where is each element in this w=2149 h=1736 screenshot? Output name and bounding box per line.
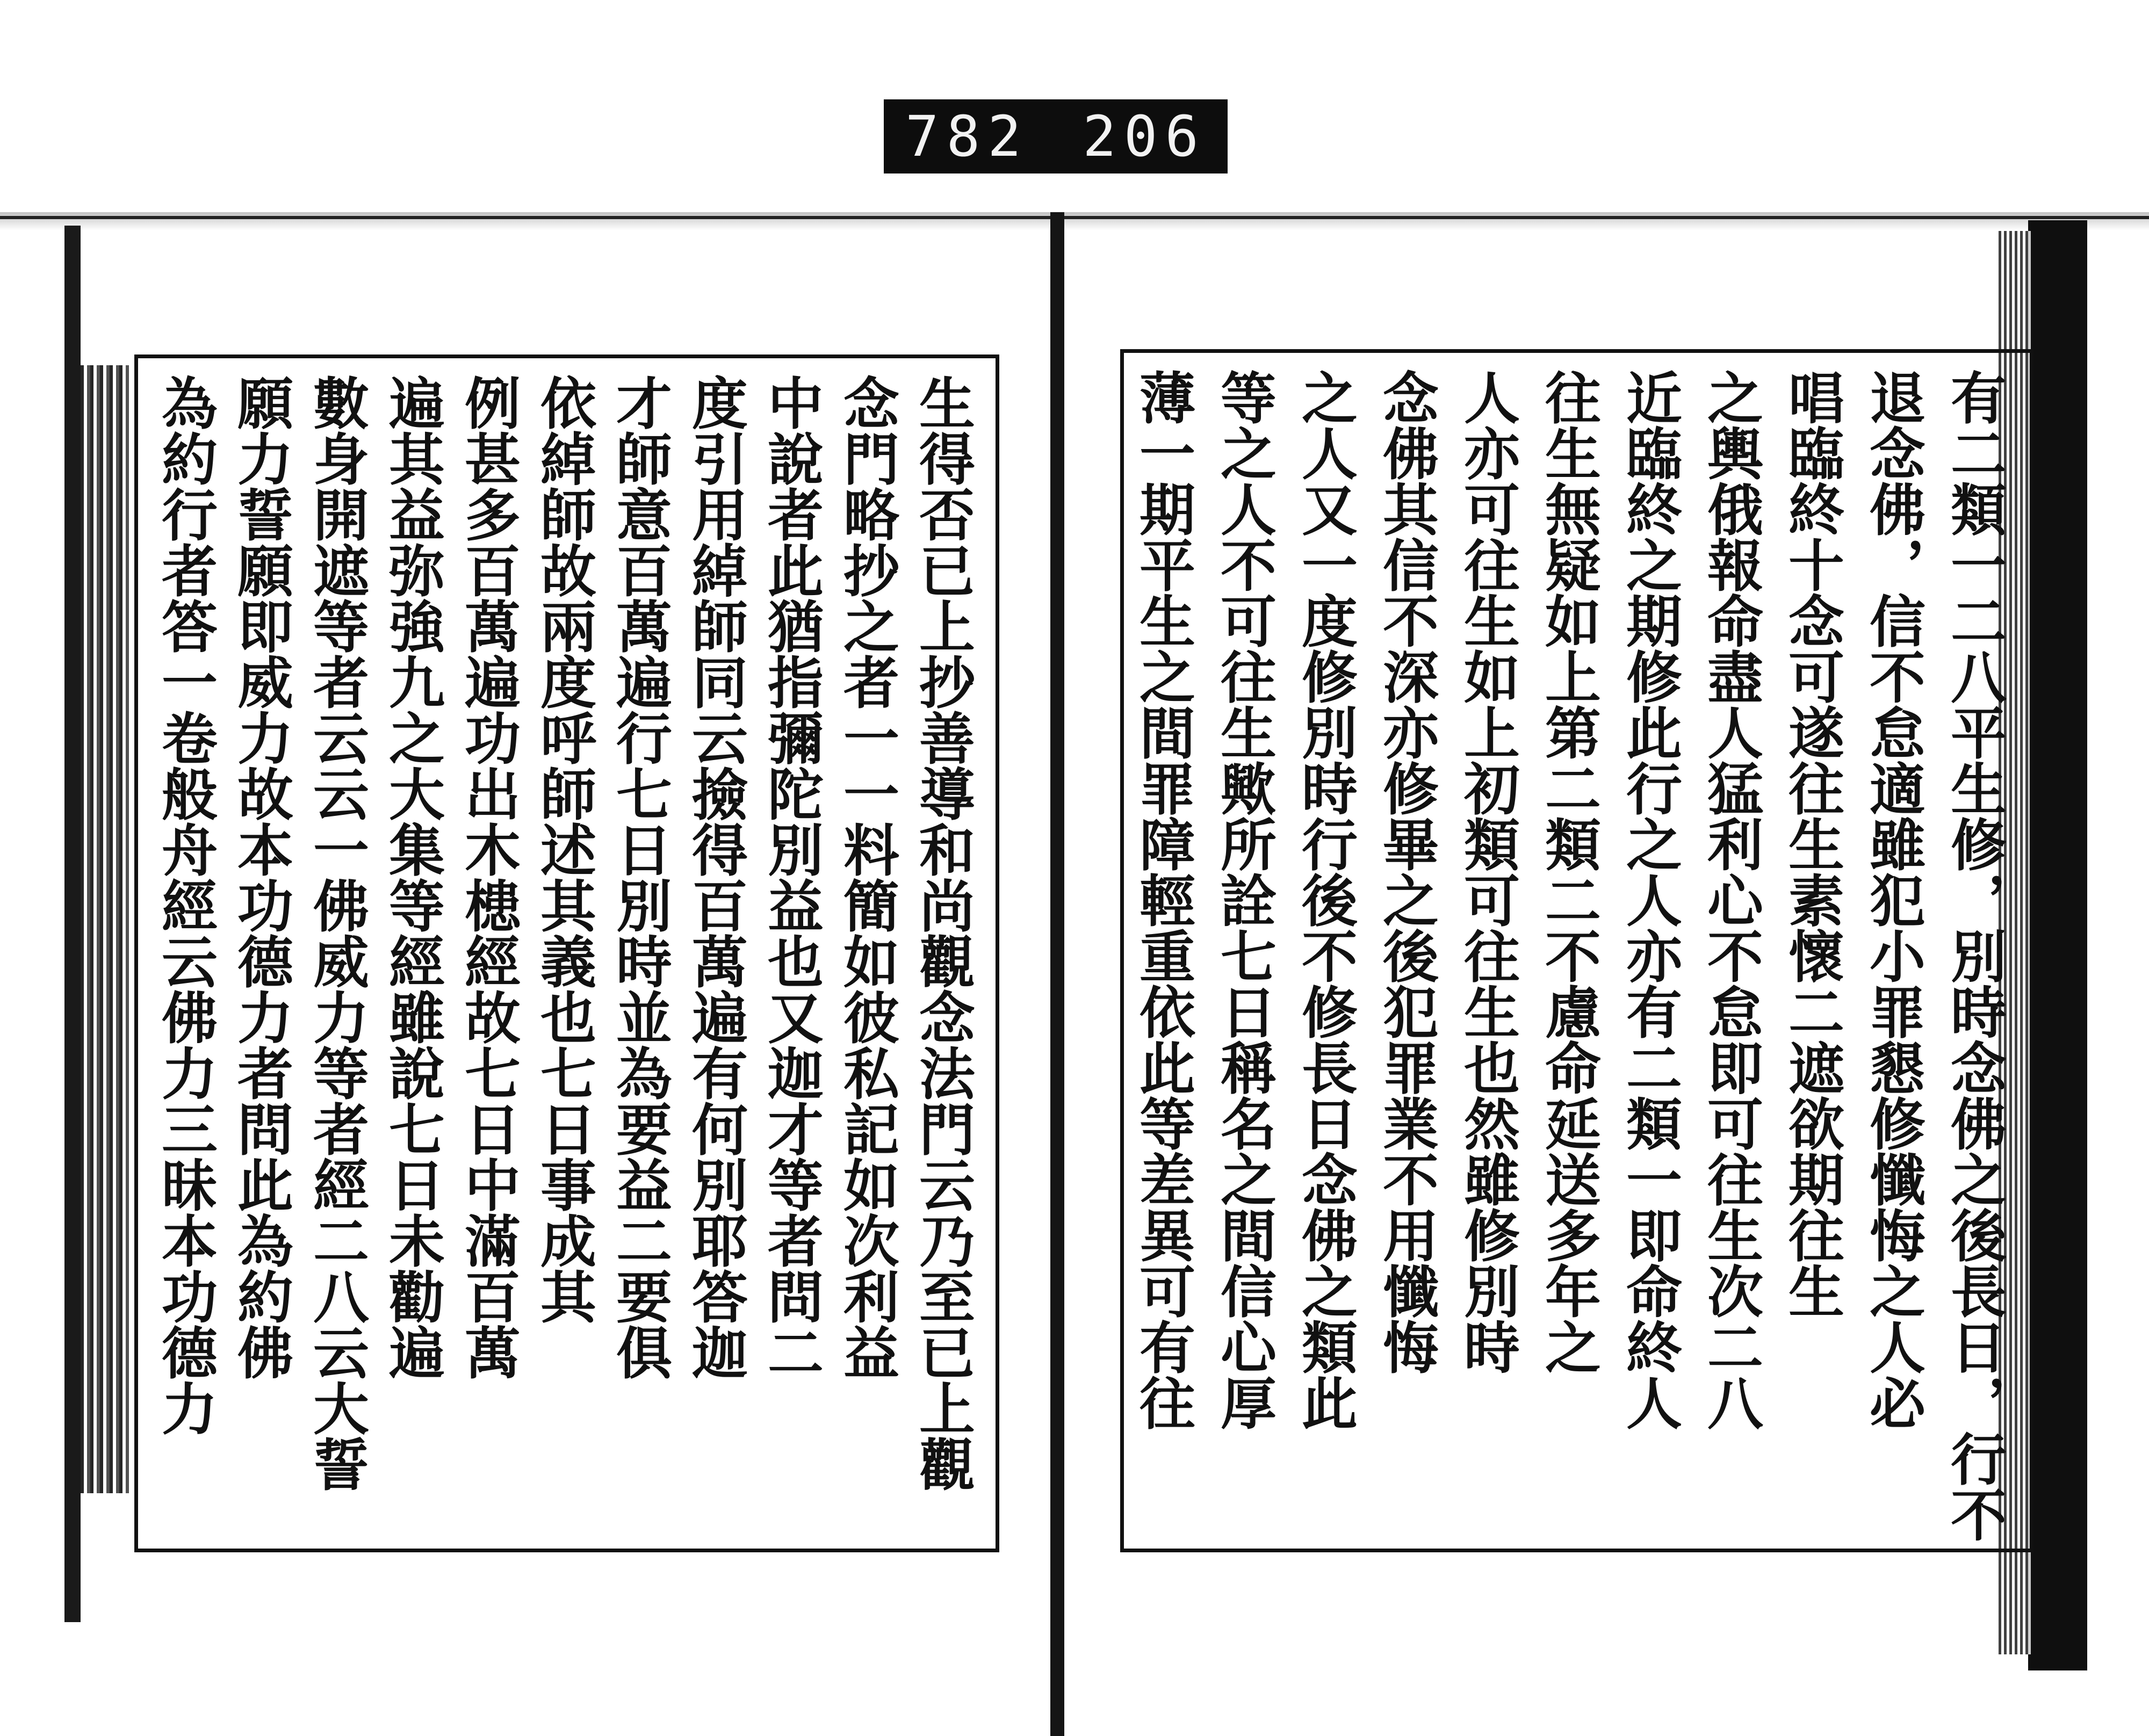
text-column: 之人又一度修別時行後不修長日念佛之類此: [1292, 369, 1358, 1430]
microfilm-frame-label: [884, 99, 1228, 173]
frame-number: 206: [1083, 104, 1206, 169]
text-column: 往生無疑如上第二類二不慮命延送多年之: [1535, 369, 1602, 1375]
left-page-stack: [81, 365, 129, 1493]
book-top-edge: [0, 212, 2149, 230]
text-column: 遍其益弥強九之大集等經雖說七日未勸遍: [379, 374, 445, 1380]
text-column: 為約行者答一卷般舟經云佛力三昧本功德力: [152, 374, 218, 1436]
right-page-body: [1124, 353, 2030, 1549]
top-rule: [0, 216, 2149, 219]
book-spine: [1050, 212, 1064, 1736]
text-column: 願力誓願即威力故本功德力者問此為約佛: [228, 374, 294, 1380]
right-page-text-block: [1120, 349, 2033, 1552]
text-column: 退念佛，信不怠適雖犯小罪懇修懺悔之人必: [1860, 369, 1926, 1430]
reel-number: 782: [905, 104, 1029, 169]
left-page-body: [138, 358, 996, 1549]
text-column: 生得否已上抄善導和尚觀念法門云乃至已上觀: [910, 374, 976, 1492]
text-column: 度引用綽師同云撿得百萬遍有何別耶答迦: [682, 374, 748, 1380]
text-column: 中說者此猶指彌陀別益也又迦才等者問二: [758, 374, 824, 1380]
text-column: 才師意百萬遍行七日別時並為要益二要俱: [607, 374, 673, 1380]
text-column: 念佛其信不深亦修畢之後犯罪業不用懺悔: [1373, 369, 1439, 1375]
text-column: 有二類一二八平生修，別時念佛之後長日，行不: [1941, 369, 2007, 1542]
left-page-text-block: [134, 355, 999, 1552]
text-column: 依綽師故兩度呼師述其義也七日事成其: [531, 374, 597, 1324]
right-book-edge: [2028, 220, 2087, 1670]
text-column: 近臨終之期修此行之人亦有二類一即命終人: [1617, 369, 1683, 1430]
text-column: 人亦可往生如上初類可往生也然雖修別時: [1454, 369, 1520, 1375]
text-column: 念門略抄之者一一料簡如彼私記如次利益: [834, 374, 900, 1380]
text-column: 薄一期平生之間罪障輕重依此等差異可有往: [1130, 369, 1196, 1430]
text-column: 數身開遮等者云云一佛威力等者經二八云大誓: [304, 374, 370, 1492]
text-column: 唱臨終十念可遂往生素懷二遮欲期往生: [1779, 369, 1845, 1319]
text-column: 等之人不可往生歟所詮七日稱名之間信心厚: [1211, 369, 1277, 1430]
left-book-edge: [64, 226, 81, 1622]
text-column: 之輿俄報命盡人猛利心不怠即可往生次二八: [1698, 369, 1764, 1430]
text-column: 例甚多百萬遍功出木槵經故七日中滿百萬: [455, 374, 521, 1380]
